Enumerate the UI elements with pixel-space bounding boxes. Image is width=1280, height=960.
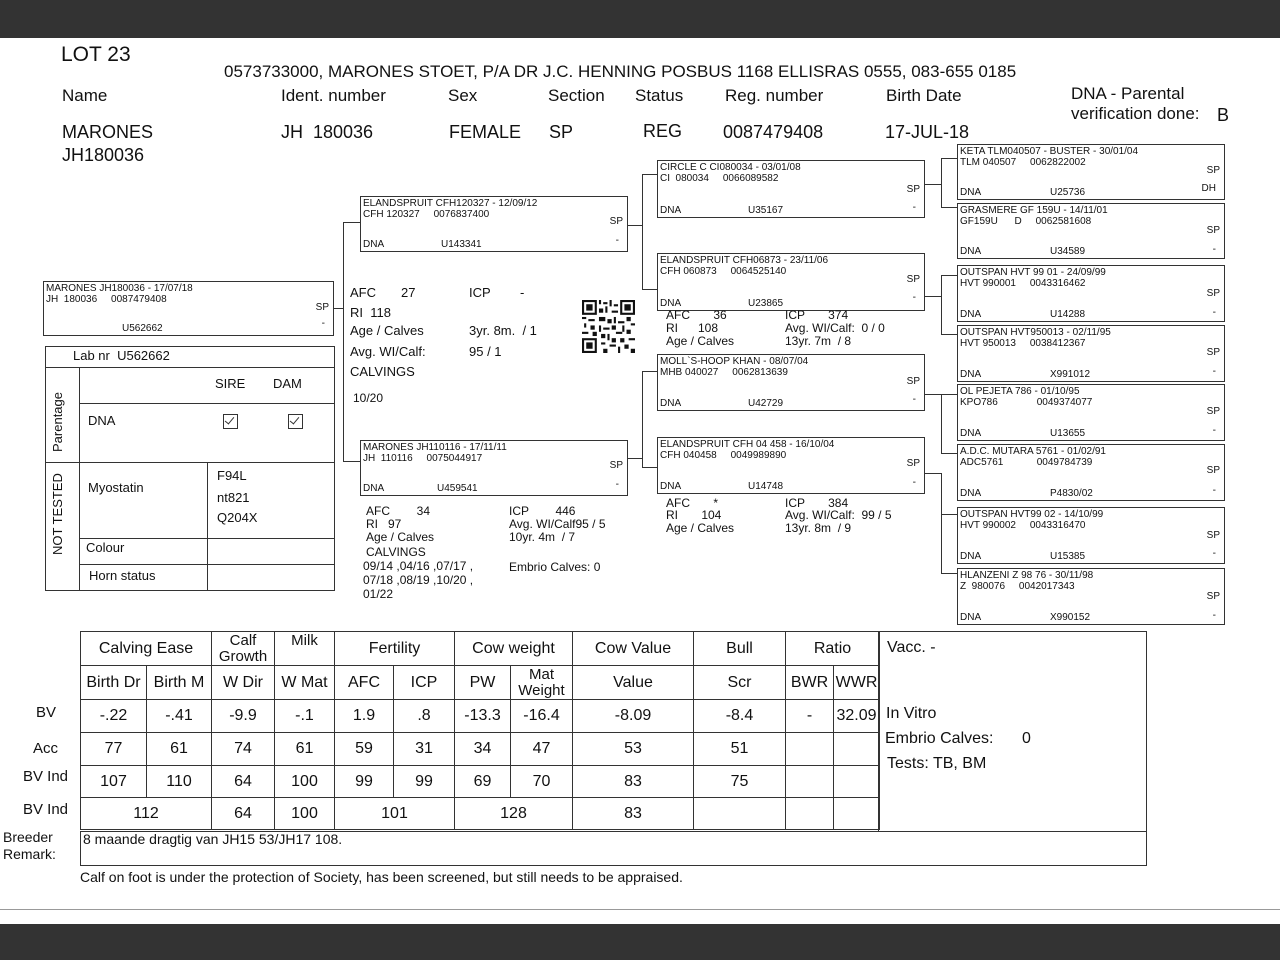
embrio-label: Embrio Calves: — [885, 730, 994, 747]
ggp-dna: DNA — [960, 246, 982, 257]
bvind-cell: 99 — [335, 766, 394, 798]
lab-nr: Lab nr U562662 — [73, 348, 170, 363]
gp-title: ELANDSPRUIT CFH 04 458 - 16/10/04 — [660, 439, 835, 450]
sire-dna-checkbox-icon — [223, 414, 238, 429]
label-section: Section — [548, 86, 605, 105]
bvind-cell: 70 — [511, 766, 573, 798]
connector — [941, 514, 957, 515]
dam-icp: ICP 446 — [509, 504, 576, 518]
gp4-wi: Avg. WI/Calf: 99 / 5 — [785, 508, 892, 522]
dam-dna-id: U459541 — [437, 483, 478, 494]
row-label-acc: Acc — [33, 740, 59, 757]
connector — [925, 184, 941, 185]
connector — [642, 371, 643, 468]
gp2-age: 13yr. 7m / 8 — [785, 334, 852, 348]
ggp-dna: DNA — [960, 369, 982, 380]
ggp-ident: GF159U D 0062581608 — [960, 216, 1092, 227]
col-scr: Scr — [694, 666, 786, 700]
ggp-title: OUTSPAN HVT99 02 - 14/10/99 — [960, 509, 1104, 520]
label-name: Name — [62, 86, 108, 105]
table-row — [81, 798, 880, 830]
divider — [46, 462, 335, 463]
dam-title: MARONES JH110116 - 17/11/11 — [363, 442, 507, 453]
animal-pedigree-box — [43, 281, 334, 336]
table-row — [81, 766, 880, 798]
ggp-ident: HVT 990001 0043316462 — [960, 278, 1086, 289]
dam-age: 10yr. 4m / 7 — [509, 530, 576, 544]
sire-dna: DNA — [363, 239, 385, 250]
footer-divider — [0, 909, 1280, 910]
dam-ri: RI 97 — [366, 517, 402, 531]
connector — [941, 207, 957, 208]
sire-age-label: Age / Calves — [350, 323, 424, 338]
sire-dash: - — [615, 235, 619, 246]
myo-value-1: F94L — [217, 468, 247, 483]
dam-age-label: Age / Calves — [366, 530, 435, 544]
bvind2-cell: 83 — [573, 798, 694, 830]
gp-ident: CFH 060873 0064525140 — [660, 266, 787, 277]
sire-title: ELANDSPRUIT CFH120327 - 12/09/12 — [363, 198, 538, 209]
ggp-dash: - — [1212, 485, 1216, 496]
gp2-ri: RI 108 — [666, 321, 719, 335]
table-row — [81, 733, 880, 766]
dam-sp: SP — [609, 460, 623, 471]
myo-value-2: nt821 — [217, 490, 250, 505]
sire-calvings-label: CALVINGS — [350, 364, 415, 379]
sire-age: 3yr. 8m. / 1 — [469, 323, 537, 338]
parentage-label: Parentage — [50, 392, 65, 452]
remark-label: Remark: — [3, 846, 56, 862]
gp-dash: - — [912, 292, 916, 303]
bv-cell: -8.4 — [694, 700, 786, 733]
col-value: Value — [573, 666, 694, 700]
ggp-sp: SP — [1206, 530, 1220, 541]
bv-cell: 32.09 — [834, 700, 880, 733]
label-status: Status — [635, 86, 684, 105]
col-icp: ICP — [394, 666, 455, 700]
bvind-cell: 75 — [694, 766, 786, 798]
acc-cell: 34 — [455, 733, 511, 766]
bvind2-cell: 101 — [335, 798, 455, 830]
sire-icp-label: ICP — [469, 285, 491, 300]
gp-dna-id: U35167 — [748, 205, 784, 216]
ggp-title: A.D.C. MUTARA 5761 - 01/02/91 — [960, 446, 1106, 457]
dam-box — [360, 440, 628, 496]
ggp-dash: - — [1212, 610, 1216, 621]
gp-dna: DNA — [660, 481, 682, 492]
qr-code-icon — [582, 300, 635, 353]
ggp-dna: DNA — [960, 612, 982, 623]
sire-box — [360, 196, 628, 252]
divider — [80, 564, 335, 565]
grandparent-box — [657, 437, 925, 494]
animal-name-2: JH180036 — [62, 145, 145, 165]
gp-sp: SP — [906, 458, 920, 469]
bv-cell: -16.4 — [511, 700, 573, 733]
dam-wi: Avg. WI/Calf95 / 5 — [509, 517, 606, 531]
myo-value-3: Q204X — [217, 510, 258, 525]
group-cow-weight: Cow weight — [455, 632, 573, 666]
bottom-bar — [0, 924, 1280, 960]
lot-number: LOT 23 — [61, 43, 131, 66]
self-dna-id: U562662 — [122, 323, 163, 334]
divider — [46, 367, 335, 368]
ggp-sp: SP — [1206, 347, 1220, 358]
ggp-dna-id: U14288 — [1050, 309, 1086, 320]
ggp-title: OUTSPAN HVT950013 - 02/11/95 — [960, 327, 1111, 338]
label-reg: Reg. number — [725, 86, 824, 105]
connector — [343, 222, 360, 223]
connector — [941, 158, 957, 159]
bvind-cell: 83 — [573, 766, 694, 798]
self-sp: SP — [315, 302, 329, 313]
breeder-remark: 8 maande dragtig van JH15 53/JH17 108. — [83, 831, 343, 847]
acc-cell: 53 — [573, 733, 694, 766]
ggp-sp: SP — [1206, 165, 1220, 176]
ggp-ident: ADC5761 0049784739 — [960, 457, 1093, 468]
great-grandparent-box — [957, 203, 1225, 259]
label-ident: Ident. number — [281, 86, 386, 105]
empty-cell — [834, 798, 880, 830]
great-grandparent-box — [957, 325, 1225, 382]
dam-calvings-label: CALVINGS — [366, 545, 426, 559]
dam-calv-1: 09/14 ,04/16 ,07/17 , — [363, 559, 474, 573]
in-vitro-label: In Vitro — [886, 705, 937, 722]
divider — [80, 403, 335, 404]
great-grandparent-box — [957, 384, 1225, 441]
connector — [642, 289, 657, 290]
bvind-cell — [786, 766, 834, 798]
lab-dna: DNA — [88, 413, 116, 428]
ggp-dna: DNA — [960, 488, 982, 499]
breeder-label: Breeder — [3, 829, 53, 845]
gp-dna: DNA — [660, 398, 682, 409]
bv-cell: .8 — [394, 700, 455, 733]
animal-sex: FEMALE — [449, 122, 522, 142]
gp2-wi: Avg. WI/Calf: 0 / 0 — [785, 321, 885, 335]
bvind2-cell: 100 — [275, 798, 335, 830]
bv-cell: - — [786, 700, 834, 733]
bvind2-cell: 64 — [212, 798, 275, 830]
sire-afc: 27 — [401, 285, 416, 300]
connector — [642, 174, 643, 290]
connector — [925, 473, 941, 474]
bvind-cell: 110 — [147, 766, 212, 798]
ggp-dna: DNA — [960, 187, 982, 198]
connector — [941, 573, 957, 574]
ggp-title: OUTSPAN HVT 99 01 - 24/09/99 — [960, 267, 1106, 278]
gp2-afc: AFC 36 — [666, 308, 727, 322]
dam-dna: DNA — [363, 483, 385, 494]
great-grandparent-box — [957, 444, 1225, 501]
ggp-dash: - — [1212, 244, 1216, 255]
col-birth-dr: Birth Dr — [81, 666, 147, 700]
bvind-cell: 64 — [212, 766, 275, 798]
great-grandparent-box — [957, 265, 1225, 322]
self-dash: - — [321, 318, 325, 329]
sire-wi: 95 / 1 — [469, 344, 502, 359]
ggp-dash: - — [1212, 307, 1216, 318]
bvind-cell: 100 — [275, 766, 335, 798]
great-grandparent-box — [957, 144, 1225, 200]
dam-dash: - — [615, 479, 619, 490]
gp-dash: - — [912, 477, 916, 488]
dam-calv-2: 07/18 ,08/19 ,10/20 , — [363, 573, 474, 587]
acc-cell — [786, 733, 834, 766]
connector — [628, 458, 642, 459]
dam-calv-3: 01/22 — [363, 587, 394, 601]
connector — [334, 308, 343, 309]
connector — [925, 394, 941, 395]
dam-afc: AFC 34 — [366, 504, 431, 518]
empty-cell — [786, 798, 834, 830]
acc-cell — [834, 733, 880, 766]
ggp-title: HLANZENI Z 98 76 - 30/11/98 — [960, 570, 1094, 581]
bv-cell: -8.09 — [573, 700, 694, 733]
colour-label: Colour — [86, 540, 125, 555]
group-calf-growth: Calf Growth — [212, 632, 275, 666]
row-label-bvind-2: BV Ind — [23, 801, 69, 818]
ggp-title: OL PEJETA 786 - 01/10/95 — [960, 386, 1080, 397]
ggp-dna: DNA — [960, 309, 982, 320]
group-fertility: Fertility — [335, 632, 455, 666]
col-pw: PW — [455, 666, 511, 700]
group-ratio: Ratio — [786, 632, 880, 666]
dam-ident: JH 110116 0075044917 — [363, 453, 483, 464]
connector — [628, 225, 642, 226]
acc-cell: 31 — [394, 733, 455, 766]
animal-name-1: MARONES — [62, 122, 154, 142]
gp-dna: DNA — [660, 298, 682, 309]
footer-note: Calf on foot is under the protection of Society, has been screened, but still needs to be appraised. — [80, 869, 683, 885]
group-cow-value: Cow Value — [573, 632, 694, 666]
acc-cell: 61 — [147, 733, 212, 766]
empty-cell — [694, 798, 786, 830]
ggp-ident: Z 980076 0042017343 — [960, 581, 1075, 592]
self-ident: JH 180036 0087479408 — [46, 294, 167, 305]
great-grandparent-box — [957, 568, 1225, 625]
gp-dna: DNA — [660, 205, 682, 216]
gp-sp: SP — [906, 274, 920, 285]
ggp-ident: KPO786 0049374077 — [960, 397, 1093, 408]
ggp-dna: DNA — [960, 428, 982, 439]
gp-sp: SP — [906, 376, 920, 387]
bv-cell: -.1 — [275, 700, 335, 733]
grandparent-box — [657, 160, 925, 218]
gp4-afc: AFC * — [666, 496, 719, 510]
divider — [79, 367, 80, 590]
sire-wi-label: Avg. WI/Calf: — [350, 344, 426, 359]
grandparent-box — [657, 253, 925, 311]
bvind-cell — [834, 766, 880, 798]
ggp-dna-id: X991012 — [1050, 369, 1091, 380]
connector — [642, 467, 657, 468]
animal-reg: 0087479408 — [723, 122, 824, 142]
tests-label: Tests: TB, BM — [887, 755, 987, 772]
horn-label: Horn status — [89, 568, 156, 583]
gp-dna-id: U42729 — [748, 398, 784, 409]
connector — [941, 453, 957, 454]
bvind2-cell: 128 — [455, 798, 573, 830]
acc-cell: 59 — [335, 733, 394, 766]
table-row — [81, 700, 880, 733]
bvind-cell: 107 — [81, 766, 147, 798]
connector — [941, 334, 957, 335]
gp-title: CIRCLE C CI080034 - 03/01/08 — [660, 162, 801, 173]
ggp-ident: HVT 950013 0038412367 — [960, 338, 1086, 349]
ggp-title: KETA TLM040507 - BUSTER - 30/01/04 — [960, 146, 1139, 157]
bv-cell: -13.3 — [455, 700, 511, 733]
vacc-label: Vacc. - — [887, 639, 936, 656]
lab-dam: DAM — [273, 376, 302, 391]
gp2-icp: ICP 374 — [785, 308, 849, 322]
owner-line: 0573733000, MARONES STOET, P/A DR J.C. HENNING POSBUS 1168 ELLISRAS 0555, 083-655 0185 — [224, 62, 1017, 81]
ggp-dna-id: U25736 — [1050, 187, 1086, 198]
col-birth-m: Birth M — [147, 666, 212, 700]
animal-status: REG — [643, 121, 683, 141]
group-milk: Milk — [275, 632, 335, 666]
gp4-ri: RI 104 — [666, 508, 722, 522]
divider — [80, 538, 335, 539]
grandparent-box — [657, 354, 925, 411]
label-sex: Sex — [448, 86, 478, 105]
gp-dash: - — [912, 202, 916, 213]
sire-sp: SP — [609, 216, 623, 227]
gp-title: MOLL`S-HOOP KHAN - 08/07/04 — [660, 356, 809, 367]
sire-ident: CFH 120327 0076837400 — [363, 209, 490, 220]
ggp-dna-id: P4830/02 — [1050, 488, 1093, 499]
ggp-dash: DH — [1201, 183, 1216, 194]
sire-ri: RI 118 — [350, 305, 391, 320]
sire-dna-id: U143341 — [441, 239, 482, 250]
gp-dash: - — [912, 394, 916, 405]
col-mat-weight: Mat Weight — [511, 666, 573, 700]
top-bar — [0, 0, 1280, 38]
connector — [343, 222, 344, 462]
ggp-sp: SP — [1206, 406, 1220, 417]
acc-cell: 74 — [212, 733, 275, 766]
sire-icp: - — [520, 285, 525, 300]
myostatin-label: Myostatin — [88, 480, 144, 495]
label-dna-1: DNA - Parental — [1071, 84, 1185, 103]
dna-flag: B — [1217, 105, 1230, 125]
animal-ident: JH 180036 — [281, 122, 374, 142]
sire-afc-label: AFC — [350, 285, 376, 300]
sire-calvings: 10/20 — [353, 391, 384, 405]
group-calving-ease: Calving Ease — [81, 632, 212, 666]
col-afc: AFC — [335, 666, 394, 700]
gp-ident: CFH 040458 0049989890 — [660, 450, 787, 461]
connector — [941, 394, 942, 454]
gp-sp: SP — [906, 184, 920, 195]
connector — [941, 473, 942, 574]
lab-sire: SIRE — [215, 376, 246, 391]
label-birth: Birth Date — [886, 86, 962, 105]
gp4-age: 13yr. 8m / 9 — [785, 521, 852, 535]
connector — [941, 394, 957, 395]
bvind-cell: 69 — [455, 766, 511, 798]
connector — [642, 174, 657, 175]
animal-section: SP — [549, 122, 574, 142]
dam-dna-checkbox-icon — [288, 414, 303, 429]
ggp-sp: SP — [1206, 288, 1220, 299]
bv-cell: -.41 — [147, 700, 212, 733]
gp-dna-id: U14748 — [748, 481, 784, 492]
not-tested-label: NOT TESTED — [50, 473, 65, 555]
bv-cell: 1.9 — [335, 700, 394, 733]
gp-ident: MHB 040027 0062813639 — [660, 367, 788, 378]
acc-cell: 51 — [694, 733, 786, 766]
ggp-ident: TLM 040507 0062822002 — [960, 157, 1086, 168]
divider — [207, 463, 208, 590]
label-dna-2: verification done: — [1071, 104, 1200, 123]
gp2-age-label: Age / Calves — [666, 334, 735, 348]
col-w-mat: W Mat — [275, 666, 335, 700]
gp4-icp: ICP 384 — [785, 496, 849, 510]
bv-cell: -.22 — [81, 700, 147, 733]
ggp-sp: SP — [1206, 465, 1220, 476]
bvind2-cell: 112 — [81, 798, 212, 830]
col-bwr: BWR — [786, 666, 834, 700]
ggp-dash: - — [1212, 548, 1216, 559]
connector — [343, 461, 360, 462]
bv-cell: -9.9 — [212, 700, 275, 733]
acc-cell: 47 — [511, 733, 573, 766]
ggp-sp: SP — [1206, 591, 1220, 602]
connector — [642, 371, 657, 372]
connector — [941, 275, 942, 335]
great-grandparent-box — [957, 507, 1225, 564]
row-label-bvind: BV Ind — [23, 768, 69, 785]
ggp-dna-id: U15385 — [1050, 551, 1086, 562]
col-w-dir: W Dir — [212, 666, 275, 700]
connector — [925, 296, 941, 297]
ggp-dna: DNA — [960, 551, 982, 562]
connector — [941, 158, 942, 208]
row-label-bv: BV — [36, 704, 57, 721]
breeding-values-table — [80, 631, 880, 830]
ggp-ident: HVT 990002 0043316470 — [960, 520, 1086, 531]
bvind-cell: 99 — [394, 766, 455, 798]
self-title: MARONES JH180036 - 17/07/18 — [46, 283, 193, 294]
gp-ident: CI 080034 0066089582 — [660, 173, 779, 184]
gp-dna-id: U23865 — [748, 298, 784, 309]
embrio-value: 0 — [1022, 730, 1031, 747]
acc-cell: 61 — [275, 733, 335, 766]
gp4-age-label: Age / Calves — [666, 521, 735, 535]
ggp-dash: - — [1212, 366, 1216, 377]
acc-cell: 77 — [81, 733, 147, 766]
gp-title: ELANDSPRUIT CFH06873 - 23/11/06 — [660, 255, 829, 266]
ggp-sp: SP — [1206, 225, 1220, 236]
ggp-dna-id: X990152 — [1050, 612, 1091, 623]
animal-birth: 17-JUL-18 — [885, 122, 970, 142]
ggp-dash: - — [1212, 425, 1216, 436]
connector — [941, 275, 957, 276]
ggp-title: GRASMERE GF 159U - 14/11/01 — [960, 205, 1108, 216]
col-wwr: WWR — [834, 666, 880, 700]
ggp-dna-id: U34589 — [1050, 246, 1086, 257]
ggp-dna-id: U13655 — [1050, 428, 1086, 439]
group-bull: Bull — [694, 632, 786, 666]
dam-embrio: Embrio Calves: 0 — [509, 560, 601, 574]
